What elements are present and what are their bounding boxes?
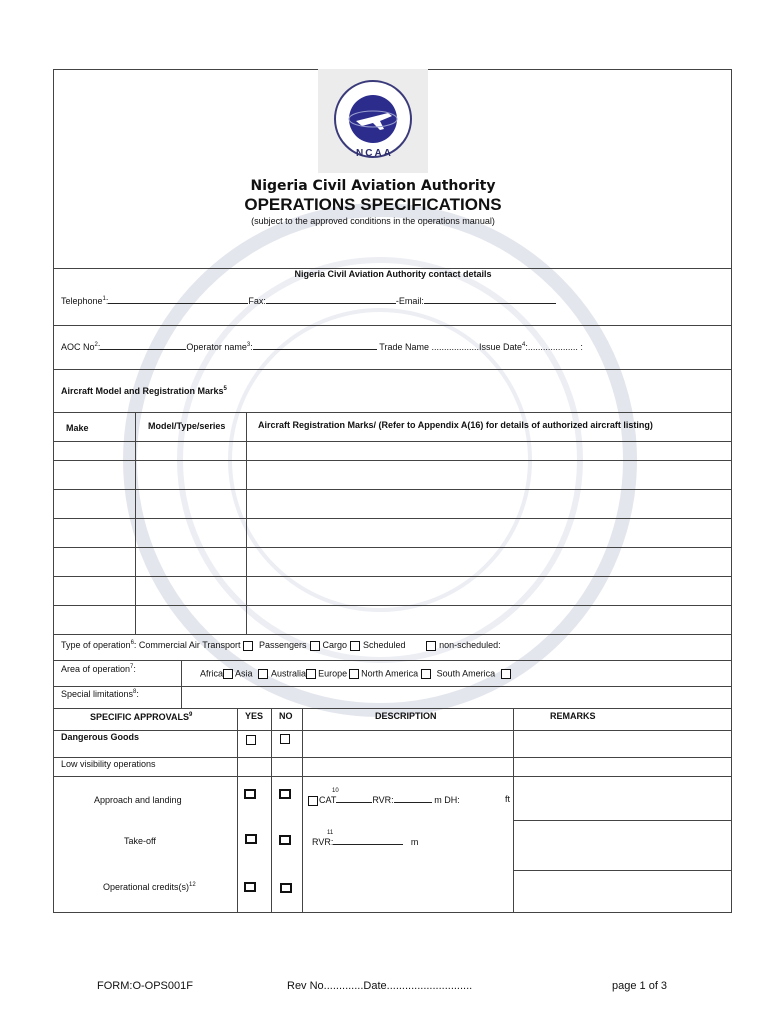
takeoff-yes-checkbox[interactable]: [245, 834, 257, 844]
takeoff-no-checkbox[interactable]: [279, 835, 291, 845]
operation-type-row: Type of operation$^6$: Commercial Air Transport Passengers Cargo Scheduled non-scheduled:: [61, 640, 501, 650]
table-col-line: [246, 412, 247, 634]
divider: [53, 460, 732, 461]
col-description: DESCRIPTION: [375, 711, 437, 721]
approach-description: [308, 794, 460, 806]
area-option-south-america: South America: [436, 668, 496, 679]
area-label-text: Area of operation: [61, 664, 131, 674]
ft-label: ft: [505, 794, 511, 804]
rvr2-sup: 11: [327, 830, 334, 836]
area-option-north-america: North America: [361, 668, 419, 679]
dangerous-goods-label: Dangerous Goods: [61, 732, 140, 742]
divider: [513, 820, 732, 821]
col-yes: YES: [245, 711, 264, 721]
footer-page: page 1 of 3: [612, 980, 668, 992]
aoc-row: AOC No$^2$: Operator name$^3$: Trade Name ...................Issue Date$^4$:.................... :: [61, 342, 583, 352]
divider: [53, 441, 732, 442]
divider: [53, 605, 732, 606]
rvr-field[interactable]: [394, 794, 432, 803]
aoc-field[interactable]: [100, 341, 186, 350]
op-credits-label: [103, 882, 196, 892]
divider: [53, 369, 732, 370]
non-scheduled-checkbox[interactable]: [426, 641, 436, 651]
aircraft-section-title: [61, 386, 227, 396]
north-america-checkbox[interactable]: [421, 669, 431, 679]
aircraft-section-label: Aircraft Model and Registration Marks: [61, 386, 224, 396]
special-limitations-text: Special limitations: [61, 689, 134, 699]
table-col-line: [135, 412, 136, 634]
page-title: OPERATIONS SPECIFICATIONS: [244, 195, 502, 214]
area-option-australia: Australia: [271, 668, 307, 679]
area-option-europe: Europe: [318, 668, 348, 679]
page-subtitle: (subject to the approved conditions in the operations manual): [251, 216, 495, 226]
low-visibility-label: Low visibility operations: [61, 759, 156, 769]
operation-type-label: Type of operation: [61, 640, 131, 650]
fax-label: Fax:: [248, 296, 266, 306]
special-limitations-label: Special limitations$^8$:: [61, 689, 139, 699]
telephone-row: Telephone$^1$: Fax: -Email:: [61, 295, 556, 306]
telephone-label: Telephone: [61, 296, 103, 306]
table-col-line: [181, 660, 182, 708]
m-label: m: [410, 837, 419, 847]
australia-checkbox[interactable]: [306, 669, 316, 679]
operator-label: Operator name: [186, 342, 247, 352]
table-col-line: [513, 708, 514, 913]
op-credits-no-checkbox[interactable]: [280, 883, 292, 893]
divider: [53, 776, 732, 777]
trade-label: Trade Name: [379, 342, 429, 352]
divider: [513, 870, 732, 871]
rvr-label: RVR:: [372, 795, 394, 805]
divider: [53, 547, 732, 548]
footer-rev: Rev No.............Date............................: [287, 980, 473, 992]
rvr2-label: RVR:: [312, 837, 334, 847]
authority-name: Nigeria Civil Aviation Authority: [250, 178, 496, 194]
cat-sup: 10: [332, 788, 339, 794]
commercial-checkbox[interactable]: [243, 641, 253, 651]
area-options: [200, 669, 514, 679]
approach-no-checkbox[interactable]: [279, 789, 291, 799]
cargo-checkbox[interactable]: [350, 641, 360, 651]
approach-label: Approach and landing: [94, 795, 182, 805]
dangerous-goods-yes-checkbox[interactable]: [246, 735, 256, 745]
cat-field[interactable]: [336, 794, 372, 803]
op-credits-yes-checkbox[interactable]: [244, 882, 256, 892]
divider: [53, 708, 732, 709]
col-specific-text: SPECIFIC APPROVALS: [90, 712, 190, 722]
issue-field[interactable]: ....................: [527, 342, 578, 352]
issue-sup: 4: [522, 342, 526, 348]
passengers-label: Passengers: [258, 640, 307, 650]
email-label: -Email:: [395, 296, 424, 306]
operator-sup: 3: [246, 342, 251, 348]
aoc-sup: 2: [94, 342, 98, 348]
south-america-checkbox[interactable]: [501, 669, 511, 679]
col-make: Make: [66, 423, 89, 433]
contact-heading: Nigeria Civil Aviation Authority contact details: [294, 269, 492, 279]
area-option-asia: Asia: [235, 668, 253, 679]
europe-checkbox[interactable]: [349, 669, 359, 679]
divider: [53, 730, 732, 731]
divider: [53, 412, 732, 413]
ncaa-seal: [318, 69, 428, 173]
issue-label: Issue Date: [479, 342, 523, 352]
telephone-field[interactable]: [108, 295, 248, 304]
non-scheduled-label: non-scheduled:: [439, 640, 501, 650]
dangerous-goods-no-checkbox[interactable]: [280, 734, 290, 744]
area-option-africa: Africa: [200, 668, 224, 679]
divider: [53, 660, 732, 661]
col-specific-sup: 9: [189, 712, 193, 718]
table-col-line: [271, 708, 272, 913]
takeoff-description: [312, 836, 418, 847]
footer-form: FORM:O-OPS001F: [97, 980, 193, 992]
email-field[interactable]: [424, 295, 556, 304]
scheduled-label: Scheduled: [363, 640, 406, 650]
col-model: Model/Type/series: [148, 421, 226, 431]
seal-abbr: NCAA: [356, 148, 393, 159]
table-col-line: [237, 708, 238, 913]
takeoff-label: Take-off: [124, 836, 156, 846]
cargo-label: Cargo: [322, 640, 348, 650]
divider: [53, 686, 732, 687]
area-label: Area of operation$^7$:: [61, 664, 136, 674]
col-remarks: REMARKS: [550, 711, 596, 721]
cat-checkbox[interactable]: [308, 796, 318, 806]
col-registration: Aircraft Registration Marks/ (Refer to Appendix A(16) for details of authorized aircraft listing): [258, 420, 653, 430]
m-dh-label: m DH:: [434, 795, 460, 805]
aircraft-section-sup: 5: [223, 386, 227, 392]
operation-type-sup: 6: [130, 640, 134, 646]
operator-field[interactable]: [253, 341, 377, 350]
op-credits-sup: 12: [189, 882, 196, 888]
fax-field[interactable]: [266, 295, 396, 304]
divider: [53, 325, 732, 326]
divider: [53, 757, 732, 758]
trade-field[interactable]: ...................: [431, 342, 479, 352]
approach-yes-checkbox[interactable]: [244, 789, 256, 799]
op-credits-text: Operational credits(s): [103, 882, 190, 892]
table-col-line: [302, 708, 303, 913]
divider: [53, 634, 732, 635]
divider: [53, 489, 732, 490]
cat-label: CAT: [319, 795, 337, 805]
divider: [53, 576, 732, 577]
passengers-checkbox[interactable]: [310, 641, 320, 651]
divider: [53, 518, 732, 519]
aoc-label: AOC No: [61, 342, 95, 352]
col-no: NO: [279, 711, 293, 721]
special-limitations-sup: 8: [133, 689, 137, 695]
asia-checkbox[interactable]: [258, 669, 268, 679]
rvr2-field[interactable]: [333, 836, 403, 845]
africa-checkbox[interactable]: [223, 669, 233, 679]
area-sup: 7: [130, 664, 134, 670]
commercial-label: Commercial Air Transport: [138, 640, 241, 650]
col-specific-approvals: [90, 712, 192, 722]
telephone-sup: 1: [102, 296, 106, 302]
